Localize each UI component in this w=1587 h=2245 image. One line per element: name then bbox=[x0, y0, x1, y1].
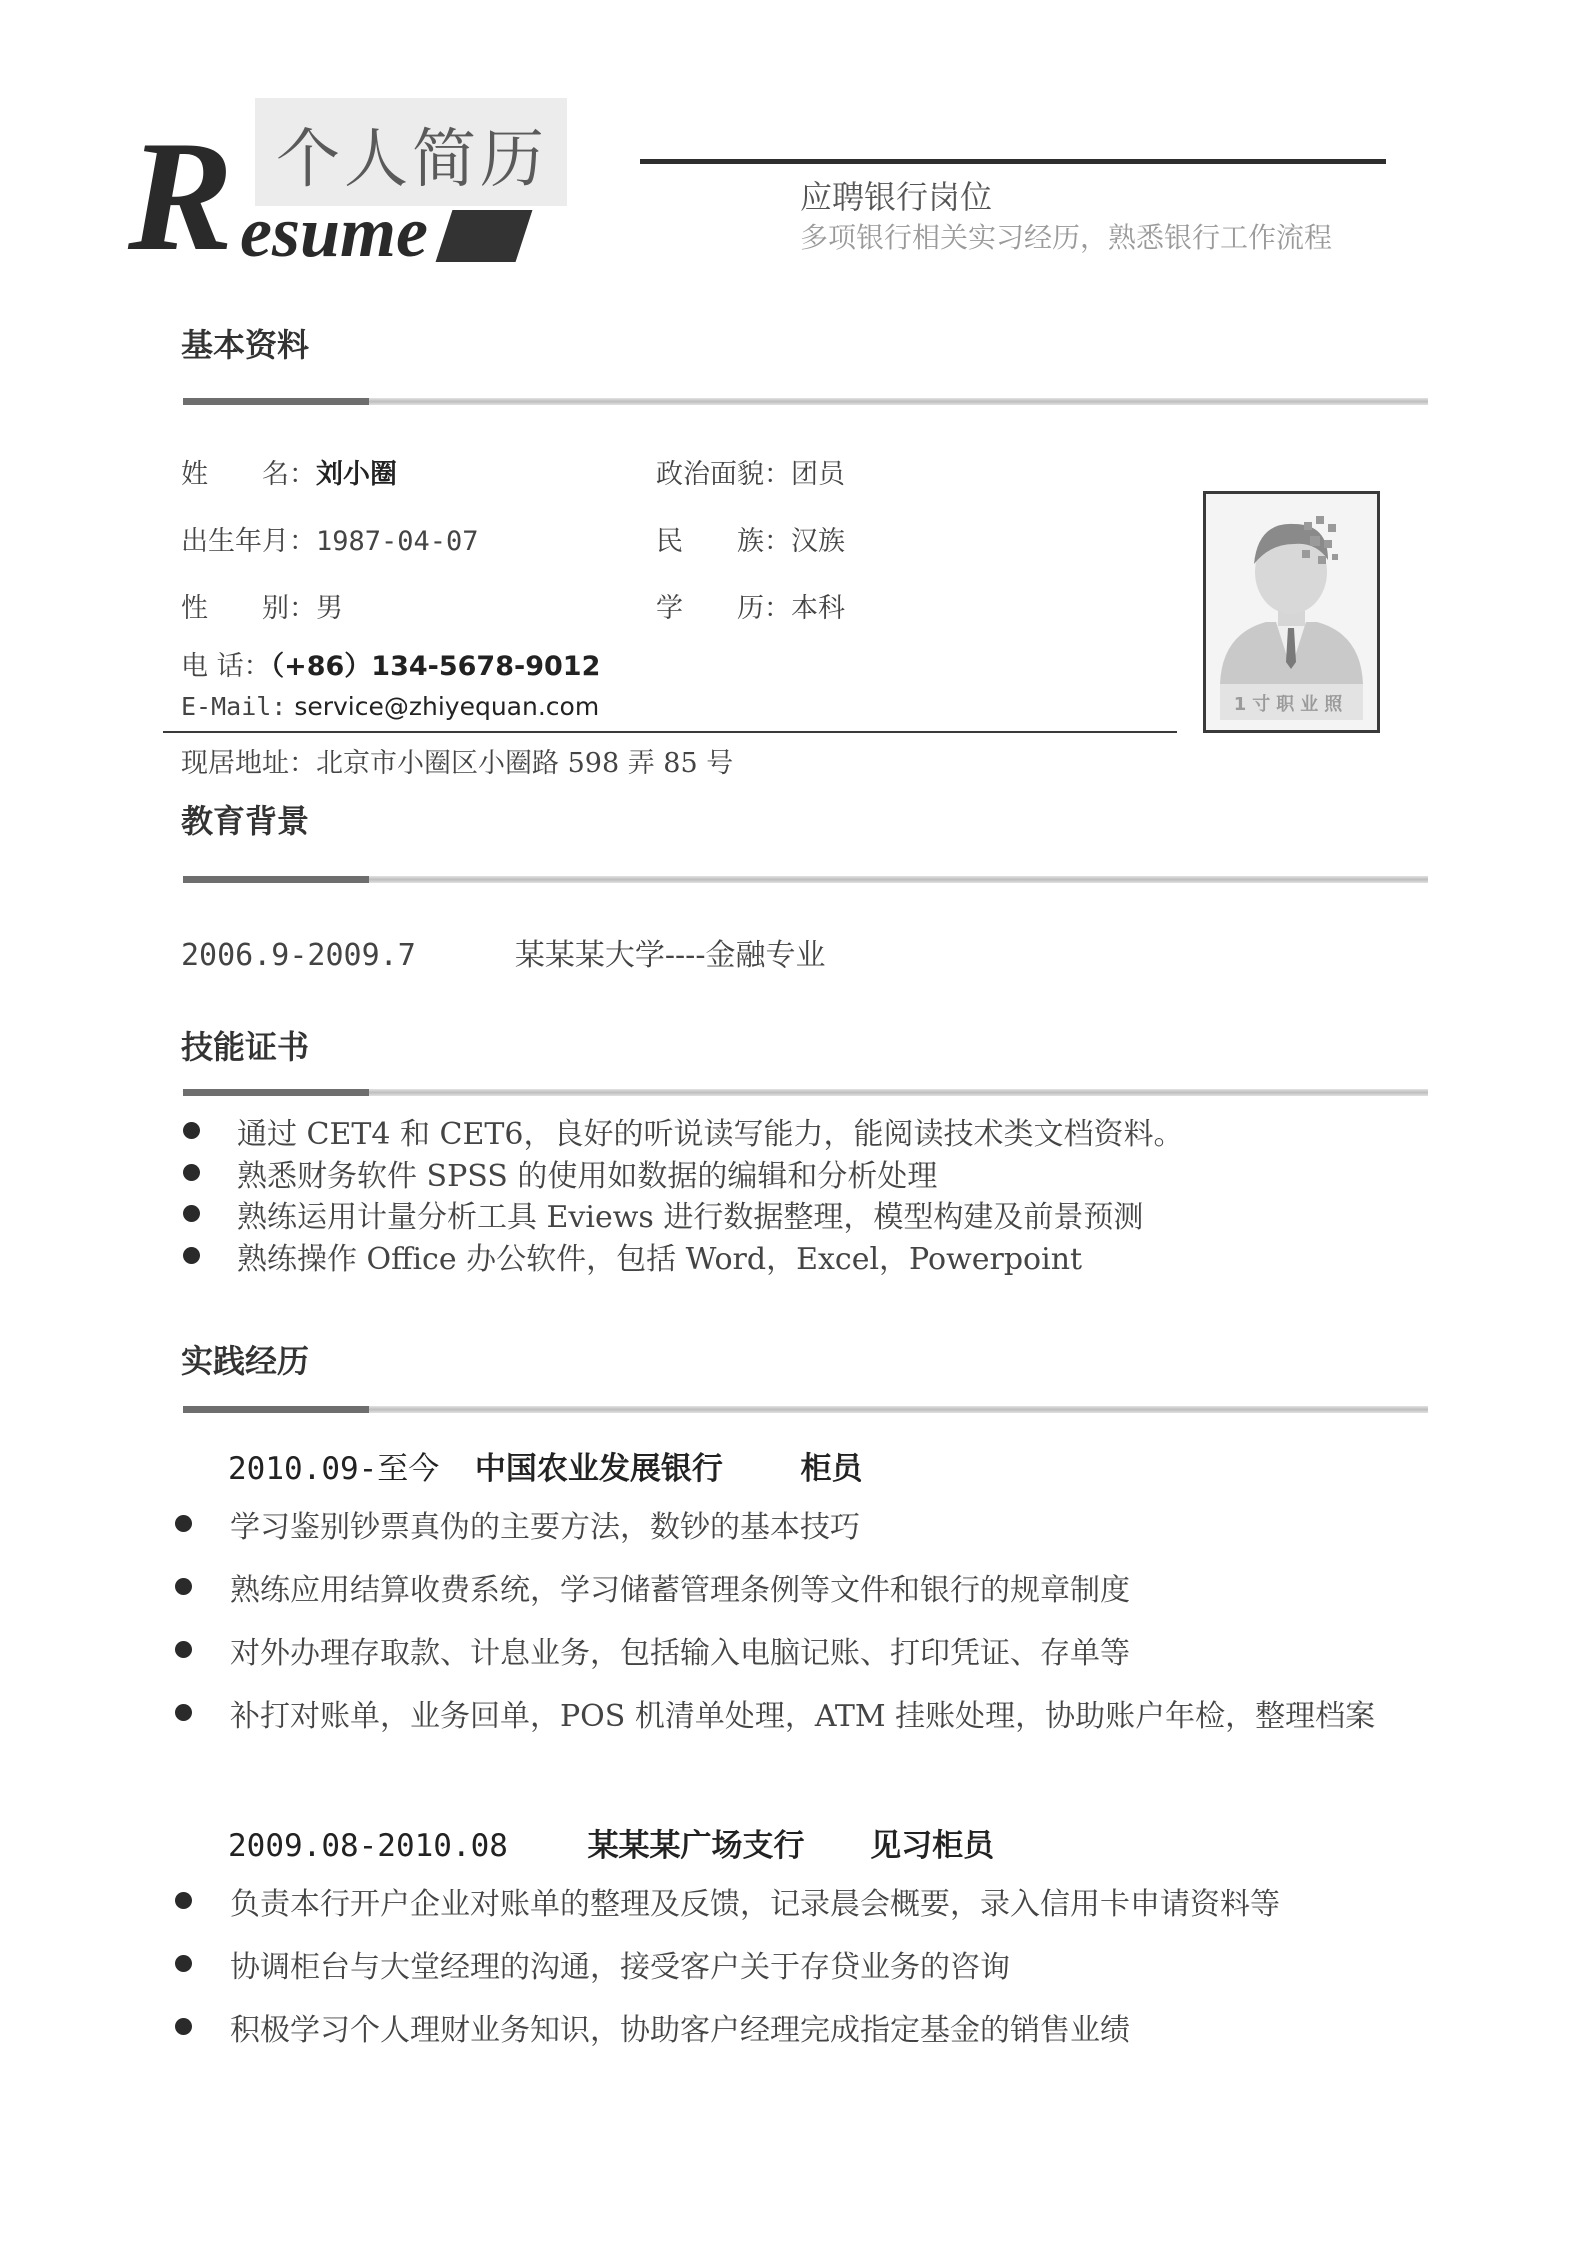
skill-item: 熟练操作 Office 办公软件，包括 Word，Excel，Powerpoint bbox=[237, 1242, 1083, 1277]
address-row bbox=[181, 741, 733, 780]
email-row bbox=[181, 692, 599, 721]
degree-value: 本科 bbox=[791, 593, 845, 624]
photo-caption: 1寸职业照 bbox=[1233, 694, 1349, 715]
ethnic-label: 民 族： bbox=[656, 526, 791, 557]
experience-org: 中国农业发展银行 bbox=[474, 1451, 723, 1487]
name-value: 刘小圈 bbox=[316, 459, 397, 490]
skill-item: 通过 CET4 和 CET6，良好的听说读写能力，能阅读技术类文档资料。 bbox=[237, 1117, 1184, 1152]
experience-item: 协调柜台与大堂经理的沟通，接受客户关于存贷业务的咨询 bbox=[230, 1950, 1010, 1985]
degree-row bbox=[656, 586, 845, 625]
section-title-education: 教育背景 bbox=[181, 802, 310, 840]
resume-logo-letter: R bbox=[128, 109, 234, 284]
political-value: 团员 bbox=[791, 459, 845, 490]
bullet-icon bbox=[183, 1122, 200, 1139]
section-rule-skills bbox=[183, 1089, 1428, 1096]
education-school: 某某某大学----金融专业 bbox=[514, 938, 826, 973]
phone-row bbox=[181, 644, 600, 683]
section-title-experience: 实践经历 bbox=[181, 1342, 310, 1380]
degree-label: 学 历： bbox=[656, 593, 791, 624]
address-label: 现居地址： bbox=[181, 748, 316, 779]
name-row bbox=[181, 452, 397, 491]
bullet-icon bbox=[175, 1955, 192, 1972]
experience-period: 2009.08-2010.08 bbox=[228, 1828, 508, 1864]
experience-period: 2010.09-至今 bbox=[228, 1451, 440, 1487]
section-title-basic: 基本资料 bbox=[181, 326, 310, 364]
ethnic-row bbox=[656, 519, 845, 558]
avatar-placeholder-icon bbox=[1206, 494, 1377, 730]
job-title: 应聘银行岗位 bbox=[800, 178, 993, 216]
experience-role: 见习柜员 bbox=[870, 1828, 995, 1864]
section-title-skills: 技能证书 bbox=[181, 1028, 310, 1066]
bullet-icon bbox=[175, 1641, 192, 1658]
experience-item: 积极学习个人理财业务知识，协助客户经理完成指定基金的销售业绩 bbox=[230, 2013, 1130, 2048]
political-label: 政治面貌： bbox=[656, 459, 791, 490]
experience-item: 熟练应用结算收费系统，学习储蓄管理条例等文件和银行的规章制度 bbox=[230, 1573, 1130, 1608]
education-row bbox=[181, 930, 825, 974]
section-rule-education bbox=[183, 876, 1428, 883]
birth-label: 出生年月： bbox=[181, 526, 316, 557]
bullet-icon bbox=[183, 1205, 200, 1222]
experience-item: 负责本行开户企业对账单的整理及反馈，记录晨会概要，录入信用卡申请资料等 bbox=[230, 1887, 1280, 1922]
birth-row bbox=[181, 519, 479, 558]
political-row bbox=[656, 452, 845, 491]
gender-label: 性 别： bbox=[181, 593, 316, 624]
gender-value: 男 bbox=[316, 593, 343, 624]
education-period: 2006.9-2009.7 bbox=[181, 938, 416, 973]
section-rule-experience bbox=[183, 1406, 1428, 1413]
phone-value: （+86）134-5678-9012 bbox=[270, 651, 601, 682]
section-rule-basic bbox=[183, 398, 1428, 405]
bullet-icon bbox=[183, 1164, 200, 1181]
experience-item: 对外办理存取款、计息业务，包括输入电脑记账、打印凭证、存单等 bbox=[230, 1636, 1130, 1671]
experience-org: 某某某广场支行 bbox=[587, 1828, 805, 1864]
header-rule bbox=[640, 159, 1386, 164]
ethnic-value: 汉族 bbox=[791, 526, 845, 557]
bullet-icon bbox=[175, 1704, 192, 1721]
job-description: 多项银行相关实习经历，熟悉银行工作流程 bbox=[800, 221, 1333, 254]
resume-title-cn: 个人简历 bbox=[276, 123, 548, 197]
info-divider bbox=[163, 731, 1177, 733]
name-label: 姓 名： bbox=[181, 459, 316, 490]
phone-label: 电 话： bbox=[181, 651, 271, 682]
birth-value: 1987-04-07 bbox=[316, 526, 479, 557]
profile-photo bbox=[1203, 491, 1380, 733]
experience-header bbox=[228, 1820, 994, 1865]
bullet-icon bbox=[183, 1247, 200, 1264]
skill-item: 熟悉财务软件 SPSS 的使用如数据的编辑和分析处理 bbox=[237, 1159, 938, 1194]
bullet-icon bbox=[175, 1515, 192, 1532]
experience-item: 学习鉴别钞票真伪的主要方法，数钞的基本技巧 bbox=[230, 1510, 860, 1545]
bullet-icon bbox=[175, 1892, 192, 1909]
skill-item: 熟练运用计量分析工具 Eviews 进行数据整理，模型构建及前景预测 bbox=[237, 1200, 1144, 1235]
address-value: 北京市小圈区小圈路 598 弄 85 号 bbox=[316, 748, 734, 779]
email-value[interactable]: service@zhiyequan.com bbox=[294, 692, 600, 721]
gender-row bbox=[181, 586, 343, 625]
bullet-icon bbox=[175, 1578, 192, 1595]
experience-item: 补打对账单，业务回单，POS 机清单处理，ATM 挂账处理，协助账户年检，整理档案 bbox=[230, 1699, 1376, 1734]
resume-logo-text: esume bbox=[240, 192, 428, 272]
logo-block-decoration bbox=[436, 210, 533, 262]
experience-header bbox=[228, 1443, 863, 1488]
experience-role: 柜员 bbox=[800, 1451, 863, 1487]
email-label: E-Mail: bbox=[181, 692, 287, 721]
bullet-icon bbox=[175, 2018, 192, 2035]
